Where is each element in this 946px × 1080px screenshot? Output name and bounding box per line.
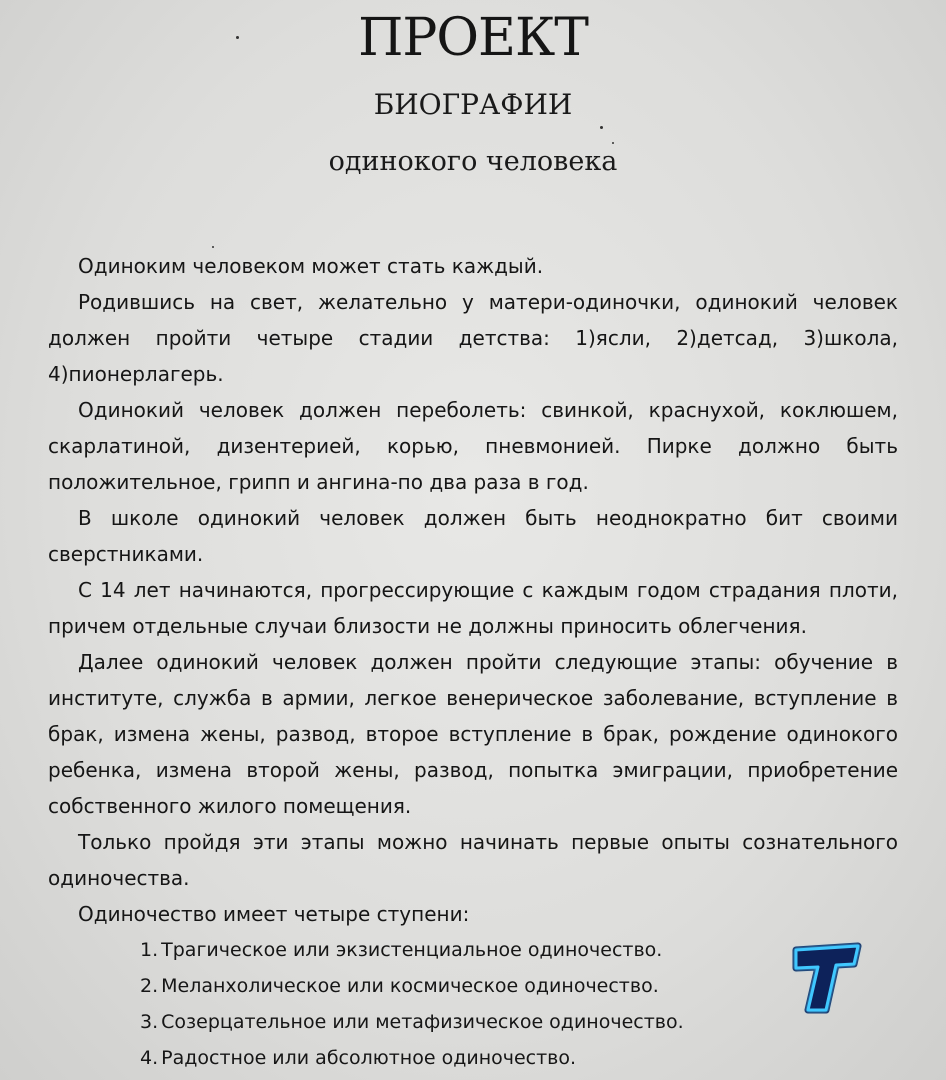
scan-speck	[600, 126, 603, 129]
stage-text: Радостное или абсолютное одиночество.	[161, 1047, 577, 1069]
stage-item	[140, 932, 780, 968]
stage-item	[140, 1004, 780, 1040]
stage-number: 3.	[140, 1011, 159, 1033]
stage-text: Созерцательное или метафизическое одиночество.	[161, 1011, 684, 1033]
t-letter-logo-icon	[790, 940, 864, 1014]
document-subtitle-line1: БИОГРАФИИ	[373, 88, 573, 121]
stage-item	[140, 968, 780, 1004]
scan-speck	[612, 142, 614, 144]
stage-text: Меланхолическое или космическое одиночество.	[161, 975, 659, 997]
document-subtitle-line2: одинокого человека	[328, 146, 618, 177]
scan-speck	[236, 36, 239, 39]
paragraph: С 14 лет начинаются, прогрессирующие с каждым годом страдания плоти, причем отдельные случаи близости не должны приносить облегчения.	[48, 578, 898, 638]
stages-intro: Одиночество имеет четыре ступени:	[78, 902, 470, 926]
paragraph: В школе одинокий человек должен быть неоднократно бит своими сверстниками.	[48, 506, 898, 566]
document-title: ПРОЕКТ	[358, 8, 588, 68]
scan-speck	[212, 246, 214, 248]
paragraph: Только пройдя эти этапы можно начинать первые опыты сознательного одиночества.	[48, 830, 898, 890]
stages-list	[140, 932, 780, 1076]
stage-number: 1.	[140, 939, 159, 961]
document-body	[48, 248, 898, 896]
stage-text: Трагическое или экзистенциальное одиночество.	[161, 939, 663, 961]
paragraph: Одиноким человеком может стать каждый.	[78, 254, 544, 278]
paragraph: Одинокий человек должен переболеть: свинкой, краснухой, коклюшем, скарлатиной, дизентерией, корью, пневмонией. Пирке должно быть положительное, грипп и ангина-по два раза в год.	[48, 398, 898, 494]
stage-number: 4.	[140, 1047, 159, 1069]
paragraph: Родившись на свет, желательно у матери-одиночки, одинокий человек должен пройти четыре стадии детства: 1)ясли, 2)детсад, 3)школа, 4)пионерлагерь.	[48, 290, 898, 386]
stage-number: 2.	[140, 975, 159, 997]
stage-item	[140, 1040, 780, 1076]
paragraph: Далее одинокий человек должен пройти следующие этапы: обучение в институте, служба в армии, легкое венерическое заболевание, вступление в брак, измена жены, развод, второе вступление в брак, рождение одинокого ребенка, измена второй жены, развод, попытка эмиграции, приобретение собственного жилого помещения.	[48, 650, 898, 818]
